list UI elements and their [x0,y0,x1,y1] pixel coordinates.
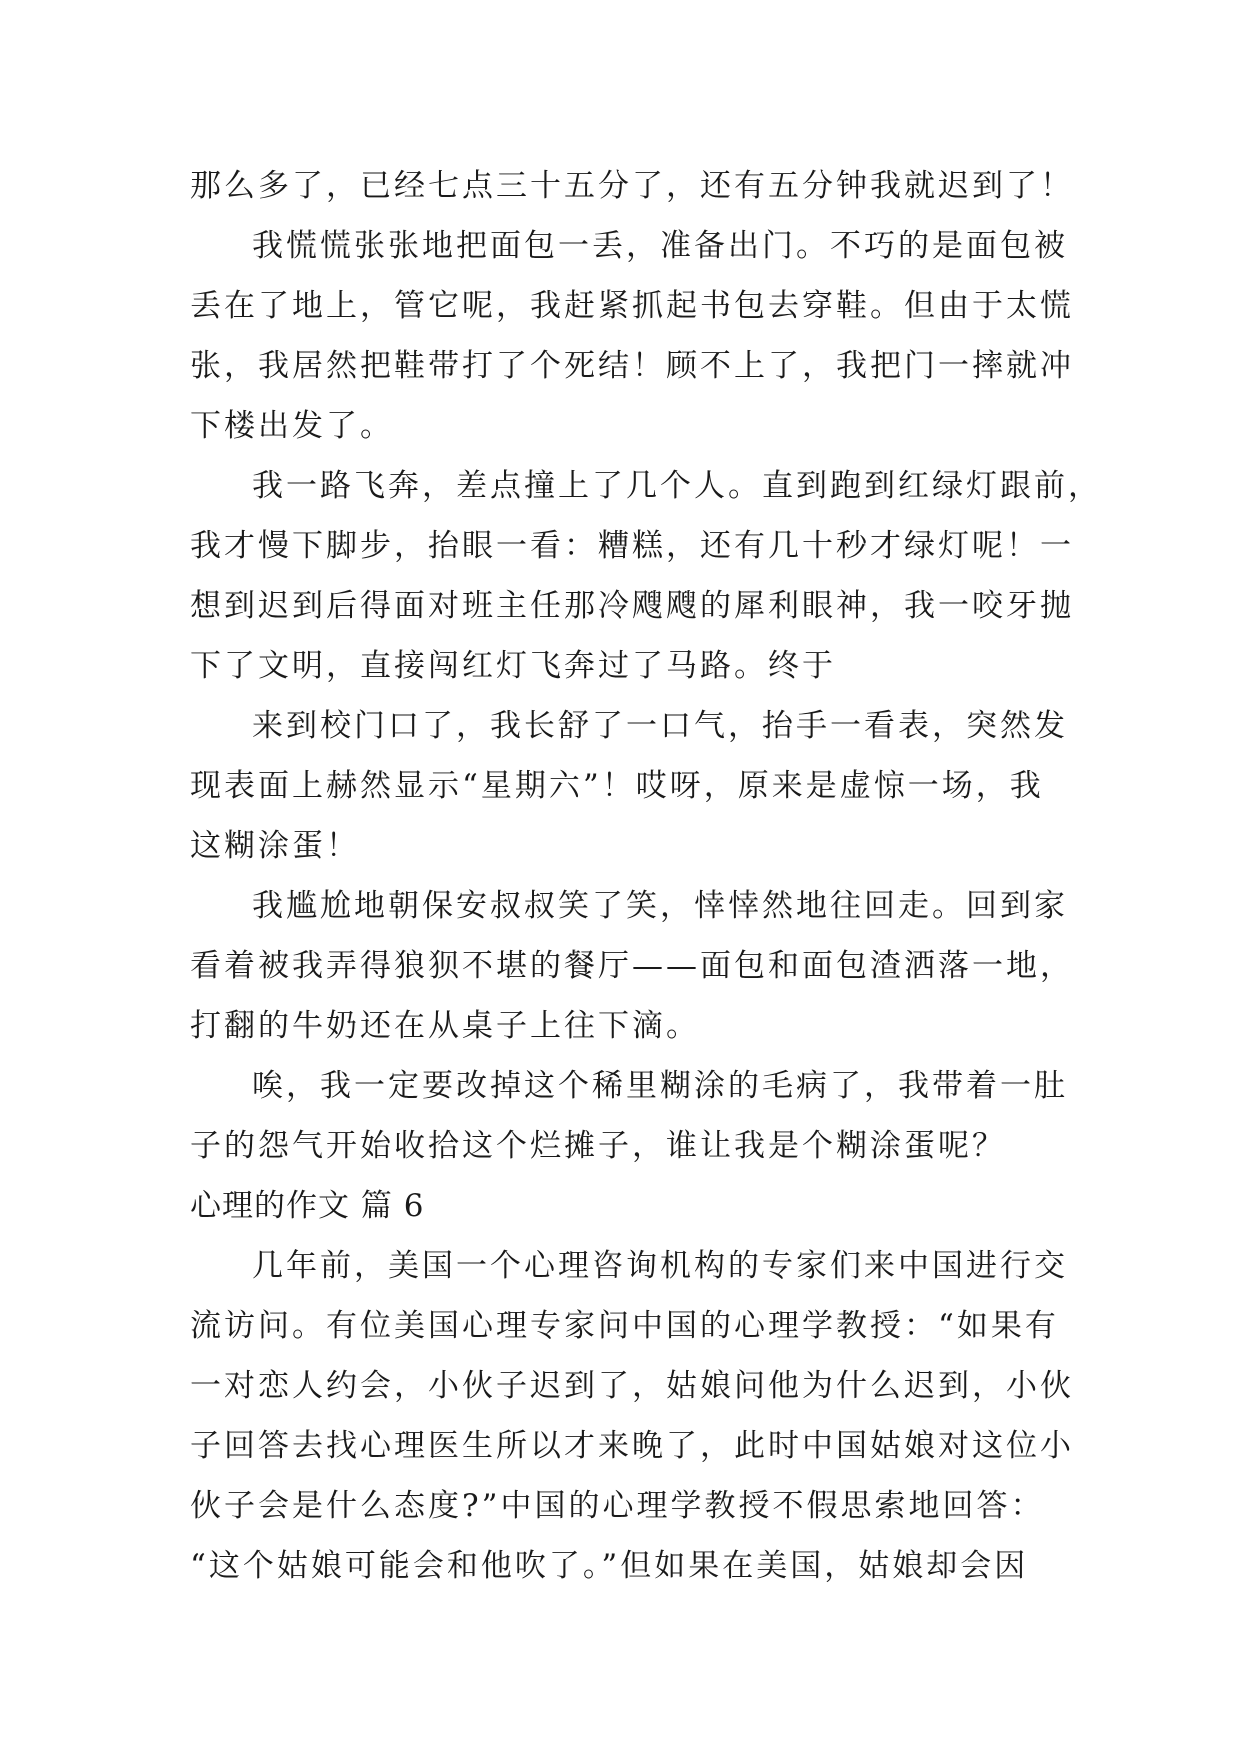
text-line: 下了文明，直接闯红灯飞奔过了马路。终于 [190,648,836,684]
paragraph-start-line: 唉，我一定要改掉这个稀里糊涂的毛病了，我带着一肚 [252,1068,1068,1104]
section-heading: 心理的作文 篇 6 [190,1188,425,1224]
text-line: 丢在了地上，管它呢，我赶紧抓起书包去穿鞋。但由于太慌 [190,288,1074,324]
text-line: 下楼出发了。 [190,408,394,444]
article-body [190,156,1102,1596]
text-line: 一对恋人约会，小伙子迟到了，姑娘问他为什么迟到，小伙 [190,1368,1074,1404]
text-line: 那么多了，已经七点三十五分了，还有五分钟我就迟到了！ [190,168,1074,204]
paragraph-start-line: 我慌慌张张地把面包一丢，准备出门。不巧的是面包被 [252,228,1068,264]
text-line: 想到迟到后得面对班主任那冷飕飕的犀利眼神，我一咬牙抛 [190,588,1074,624]
paragraph-start-line: 我一路飞奔，差点撞上了几个人。直到跑到红绿灯跟前， [252,468,1102,504]
text-line: 这糊涂蛋！ [190,828,360,864]
paragraph-start-line: 来到校门口了，我长舒了一口气，抬手一看表，突然发 [252,708,1068,744]
text-line: 我才慢下脚步，抬眼一看：糟糕，还有几十秒才绿灯呢！一 [190,528,1074,564]
text-line: 打翻的牛奶还在从桌子上往下滴。 [190,1008,700,1044]
paragraph-start-line: 我尴尬地朝保安叔叔笑了笑，悻悻然地往回走。回到家 [252,888,1068,924]
text-line: 子的怨气开始收拾这个烂摊子，谁让我是个糊涂蛋呢？ [190,1128,1006,1164]
text-line: 看着被我弄得狼狈不堪的餐厅——面包和面包渣洒落一地， [190,948,1074,984]
text-line: “这个姑娘可能会和他吹了。”但如果在美国，姑娘却会因 [190,1548,1029,1584]
text-line: 现表面上赫然显示“星期六”！哎呀，原来是虚惊一场，我 [190,768,1044,804]
text-line: 子回答去找心理医生所以才来晚了，此时中国姑娘对这位小 [190,1428,1074,1464]
paragraph-start-line: 几年前，美国一个心理咨询机构的专家们来中国进行交 [252,1248,1068,1284]
text-line: 流访问。有位美国心理专家问中国的心理学教授：“如果有 [190,1308,1059,1344]
text-line: 伙子会是什么态度?”中国的心理学教授不假思索地回答： [190,1488,1045,1524]
text-line: 张，我居然把鞋带打了个死结！顾不上了，我把门一摔就冲 [190,348,1074,384]
